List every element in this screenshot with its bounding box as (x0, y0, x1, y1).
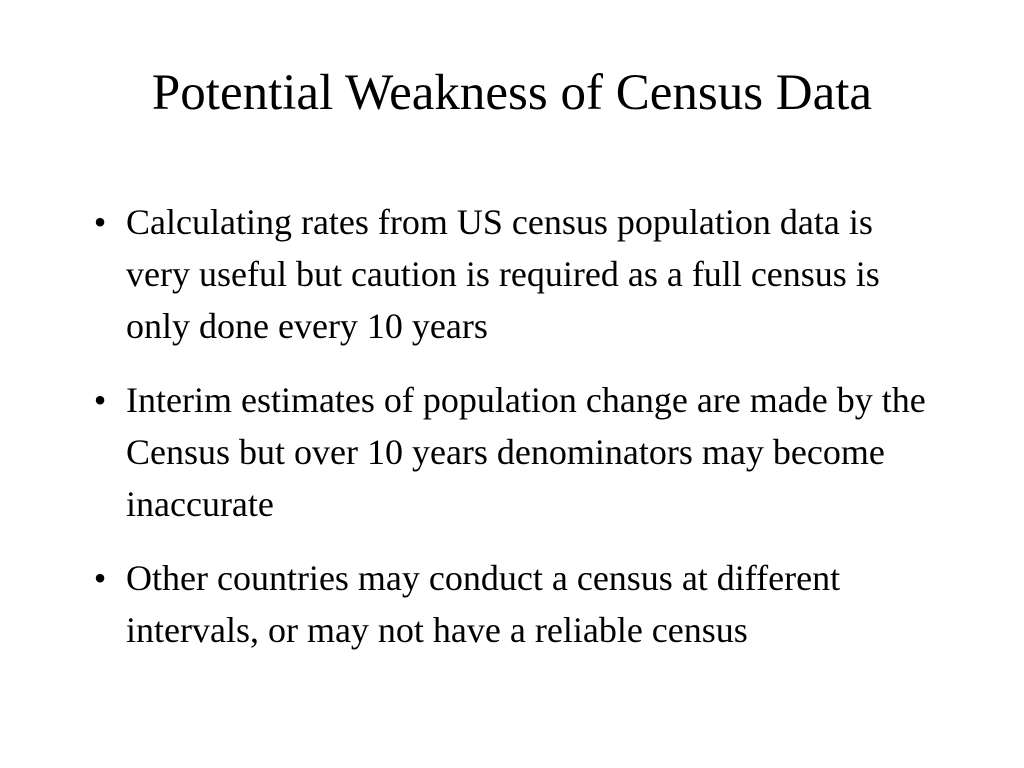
bullet-dot-icon: • (93, 380, 107, 420)
slide-title: Potential Weakness of Census Data (151, 65, 873, 121)
bullet-text: Calculating rates from US census population data is very useful but caution is required as a full census is only done every 10 years (126, 202, 880, 346)
bullet-dot-icon: • (93, 202, 107, 242)
bullet-text: Other countries may conduct a census at different intervals, or may not have a reliable census (126, 558, 841, 650)
bullet-item-rates-caution (84, 196, 934, 352)
bullet-item-interim-estimates (84, 374, 934, 530)
bullet-text: Interim estimates of population change are made by the Census but over 10 years denominators may become inaccurate (126, 380, 926, 524)
bullet-item-other-countries (84, 552, 934, 656)
bullet-list (84, 196, 934, 656)
bullet-dot-icon: • (93, 558, 107, 598)
